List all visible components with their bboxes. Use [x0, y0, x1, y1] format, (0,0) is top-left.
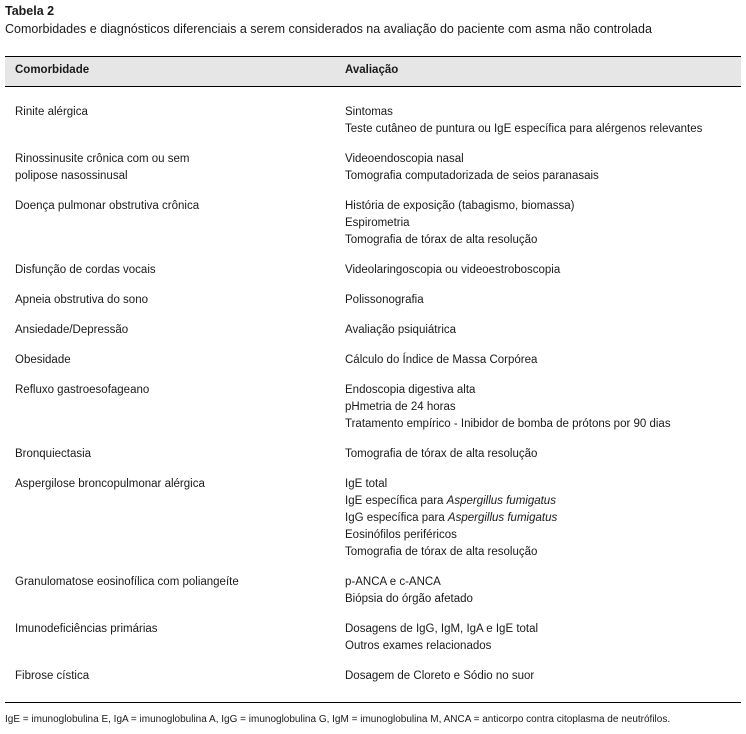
table-row: [0, 322, 746, 339]
evaluation-text: Tomografia de tórax de alta resolução: [345, 448, 538, 460]
evaluation-cell: [345, 198, 746, 249]
comorbidity-text: Doença pulmonar obstrutiva crônica: [15, 200, 200, 212]
evaluation-cell: [345, 668, 746, 685]
evaluation-text: Tratamento empírico - Inibidor de bomba de prótons por 90 dias: [345, 418, 671, 430]
comorbidity-text: Disfunção de cordas vocais: [15, 264, 156, 276]
table-subtitle: Comorbidades e diagnósticos diferenciais a serem considerados na avaliação do paciente com asma não controlada: [5, 22, 652, 36]
comorbidity-cell: [0, 104, 345, 138]
evaluation-text: IgE específica para Aspergillus fumigatus: [345, 495, 556, 507]
header-evaluation: Avaliação: [345, 64, 399, 76]
evaluation-text: Eosinófilos periféricos: [345, 529, 457, 541]
header-rule: [5, 86, 741, 87]
table-body: [0, 104, 746, 685]
evaluation-cell: [345, 262, 746, 279]
evaluation-text: Tomografia de tórax de alta resolução: [345, 234, 538, 246]
evaluation-cell: [345, 352, 746, 369]
comorbidity-text: Aspergilose broncopulmonar alérgica: [15, 478, 205, 490]
evaluation-text: Dosagens de IgG, IgM, IgA e IgE total: [345, 623, 539, 635]
header-comorbidity: Comorbidade: [15, 64, 90, 76]
comorbidity-cell: [0, 382, 345, 433]
evaluation-text: p-ANCA e c-ANCA: [345, 576, 441, 588]
evaluation-cell: [345, 446, 746, 463]
comorbidity-text: Obesidade: [15, 354, 71, 366]
evaluation-text: Endoscopia digestiva alta: [345, 384, 476, 396]
comorbidity-text: Granulomatose eosinofílica com poliangeíte: [15, 576, 239, 588]
comorbidity-text: Refluxo gastroesofageano: [15, 384, 150, 396]
comorbidity-text: Rinite alérgica: [15, 106, 88, 118]
evaluation-text: Tomografia de tórax de alta resolução: [345, 546, 538, 558]
evaluation-cell: [345, 382, 746, 433]
bottom-rule: [5, 702, 741, 703]
table-row: [0, 476, 746, 561]
comorbidity-cell: [0, 292, 345, 309]
table-row: [0, 262, 746, 279]
evaluation-text: Videoendoscopia nasal: [345, 153, 464, 165]
table-row: [0, 104, 746, 138]
table-row: [0, 352, 746, 369]
evaluation-cell: [345, 151, 746, 185]
table-row: [0, 621, 746, 655]
table-row: [0, 198, 746, 249]
comorbidity-cell: [0, 352, 345, 369]
evaluation-text: IgG específica para Aspergillus fumigatus: [345, 512, 558, 524]
evaluation-text: Tomografia computadorizada de seios paranasais: [345, 170, 599, 182]
comorbidity-cell: [0, 198, 345, 249]
evaluation-text: Avaliação psiquiátrica: [345, 324, 457, 336]
comorbidity-cell: [0, 262, 345, 279]
evaluation-text: Espirometria: [345, 217, 410, 229]
table-footnote: IgE = imunoglobulina E, IgA = imunoglobulina A, IgG = imunoglobulina G, IgM = imunoglobulina M, ANCA = anticorpo contra citoplasma de neutrófilos.: [5, 714, 671, 725]
evaluation-text: pHmetria de 24 horas: [345, 401, 456, 413]
comorbidity-text: Imunodeficiências primárias: [15, 623, 158, 635]
comorbidity-cell: [0, 476, 345, 561]
evaluation-text: Cálculo do Índice de Massa Corpórea: [345, 354, 538, 366]
comorbidity-cell: [0, 446, 345, 463]
evaluation-text: IgE total: [345, 478, 388, 490]
evaluation-cell: [345, 322, 746, 339]
evaluation-cell: [345, 574, 746, 608]
evaluation-text: Biópsia do órgão afetado: [345, 593, 473, 605]
comorbidity-cell: [0, 322, 345, 339]
comorbidity-cell: [0, 668, 345, 685]
evaluation-text: História de exposição (tabagismo, biomassa): [345, 200, 575, 212]
table-row: [0, 382, 746, 433]
table-row: [0, 292, 746, 309]
comorbidity-cell: [0, 574, 345, 608]
comorbidity-text: Ansiedade/Depressão: [15, 324, 129, 336]
evaluation-cell: [345, 476, 746, 561]
comorbidity-cell: [0, 151, 345, 185]
table-row: [0, 151, 746, 185]
evaluation-cell: [345, 104, 746, 138]
evaluation-text: Sintomas: [345, 106, 393, 118]
table-row: [0, 668, 746, 685]
evaluation-cell: [345, 292, 746, 309]
comorbidity-text: Rinossinusite crônica com ou sem: [15, 153, 190, 165]
table-row: [0, 574, 746, 608]
comorbidity-text: Bronquiectasia: [15, 448, 92, 460]
evaluation-text: Outros exames relacionados: [345, 640, 492, 652]
comorbidity-text: Fibrose cística: [15, 670, 90, 682]
comorbidity-text: Apneia obstrutiva do sono: [15, 294, 148, 306]
evaluation-text: Dosagem de Cloreto e Sódio no suor: [345, 670, 535, 682]
comorbidity-text: polipose nasossinusal: [15, 170, 128, 182]
table-row: [0, 446, 746, 463]
species-name: Aspergillus fumigatus: [447, 512, 558, 524]
table-title: Tabela 2: [5, 4, 55, 18]
evaluation-text: Polissonografia: [345, 294, 424, 306]
evaluation-text: Teste cutâneo de puntura ou IgE específica para alérgenos relevantes: [345, 123, 703, 135]
species-name: Aspergillus fumigatus: [446, 495, 556, 507]
evaluation-text: Videolaringoscopia ou videoestroboscopia: [345, 264, 561, 276]
comorbidity-cell: [0, 621, 345, 655]
evaluation-cell: [345, 621, 746, 655]
